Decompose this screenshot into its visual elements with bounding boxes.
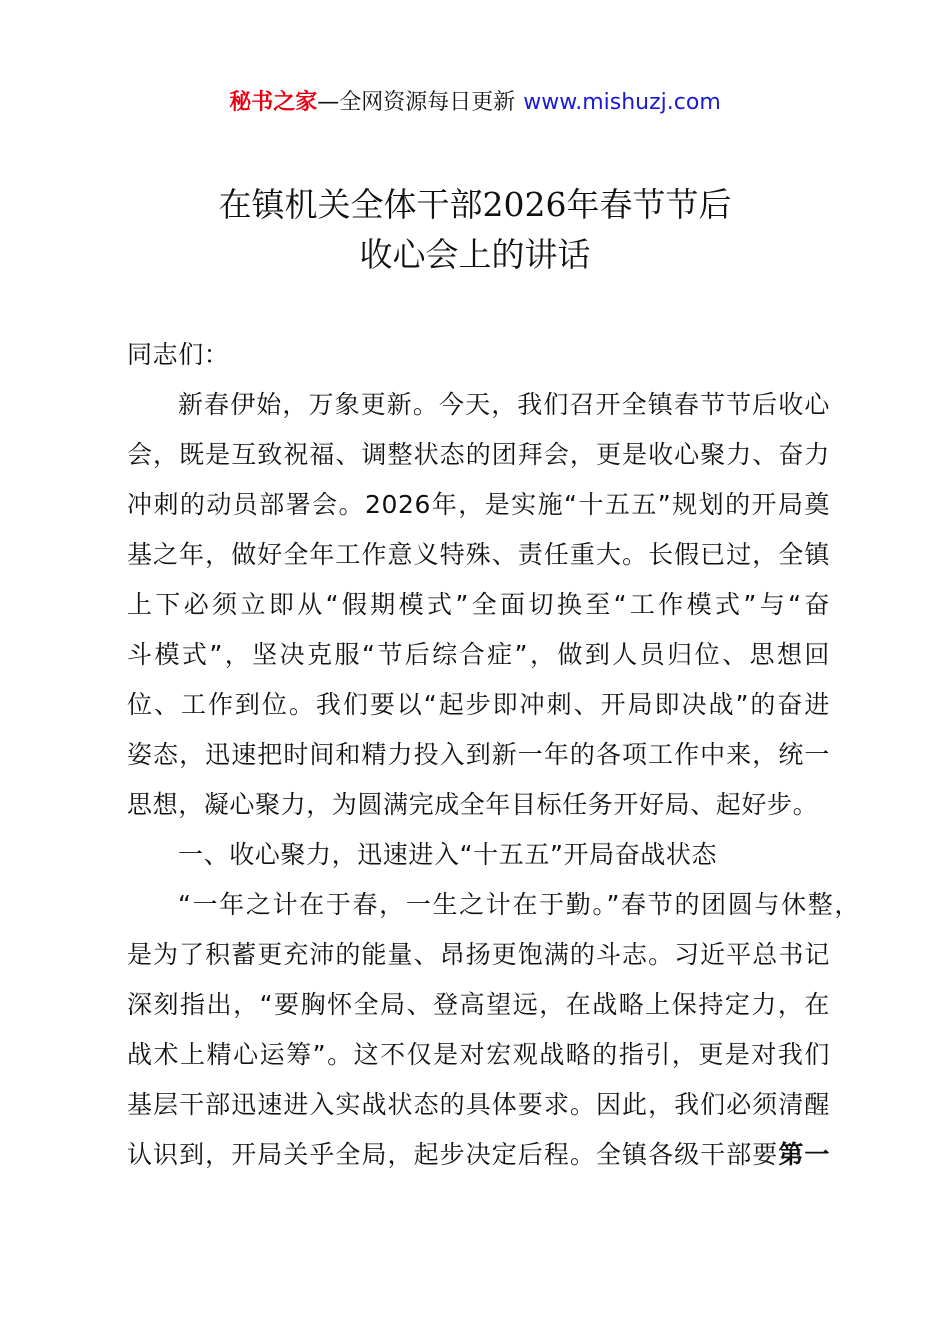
paragraph-line: 是为了积蓄更充沛的能量、昂扬更饱满的斗志。习近平总书记 (127, 940, 830, 969)
paragraph-line: 基层干部迅速进入实战状态的具体要求。因此，我们必须清醒 (127, 1090, 830, 1119)
paragraph-line: 新春伊始，万象更新。今天，我们召开全镇春节节后收心 (178, 390, 830, 419)
paragraph-line: 会，既是互致祝福、调整状态的团拜会，更是收心聚力、奋力 (127, 440, 830, 469)
paragraph-line: “一年之计在于春，一生之计在于勤。”春节的团圆与休整， (178, 890, 860, 919)
paragraph-line: 冲刺的动员部署会。2026年，是实施“十五五”规划的开局奠 (127, 490, 830, 519)
document-title-line-1: 在镇机关全体干部2026年春节节后 (218, 185, 732, 224)
paragraph-line: 斗模式”，坚决克服“节后综合症”，做到人员归位、思想回 (127, 640, 830, 669)
document-body (127, 330, 860, 1180)
paragraph-line: 位、工作到位。我们要以“起步即冲刺、开局即决战”的奋进 (127, 690, 830, 719)
paragraph-line: 姿态，迅速把时间和精力投入到新一年的各项工作中来，统一 (127, 740, 830, 769)
paragraph-line: 上下必须立即从“假期模式”全面切换至“工作模式”与“奋 (127, 590, 830, 619)
paragraph-1 (127, 380, 830, 830)
document-title-line-2: 收心会上的讲话 (359, 235, 591, 274)
salutation: 同志们： (127, 340, 230, 369)
site-watermark-header (0, 88, 950, 118)
paragraph-line: 战术上精心运筹”。这不仅是对宏观战略的指引，更是对我们 (127, 1040, 830, 1069)
paragraph-2 (127, 880, 860, 1180)
paragraph-line: 思想，凝心聚力，为圆满完成全年目标任务开好局、起好步。 (127, 790, 819, 819)
bold-emphasis: 第一 (778, 1140, 830, 1169)
header-tagline: —全网资源每日更新 (317, 90, 516, 115)
section-heading-1: 一、收心聚力，迅速进入“十五五”开局奋战状态 (178, 840, 718, 869)
brand-name: 秘书之家 (229, 90, 318, 115)
document-title (0, 180, 950, 280)
paragraph-line: 基之年，做好全年工作意义特殊、责任重大。长假已过，全镇 (127, 540, 830, 569)
paragraph-line: 深刻指出，“要胸怀全局、登高望远，在战略上保持定力，在 (127, 990, 830, 1019)
site-url: www.mishuzj.com (523, 90, 721, 115)
paragraph-line (127, 1130, 830, 1180)
paragraph-text: 认识到，开局关乎全局，起步决定后程。全镇各级干部要 (127, 1140, 779, 1169)
